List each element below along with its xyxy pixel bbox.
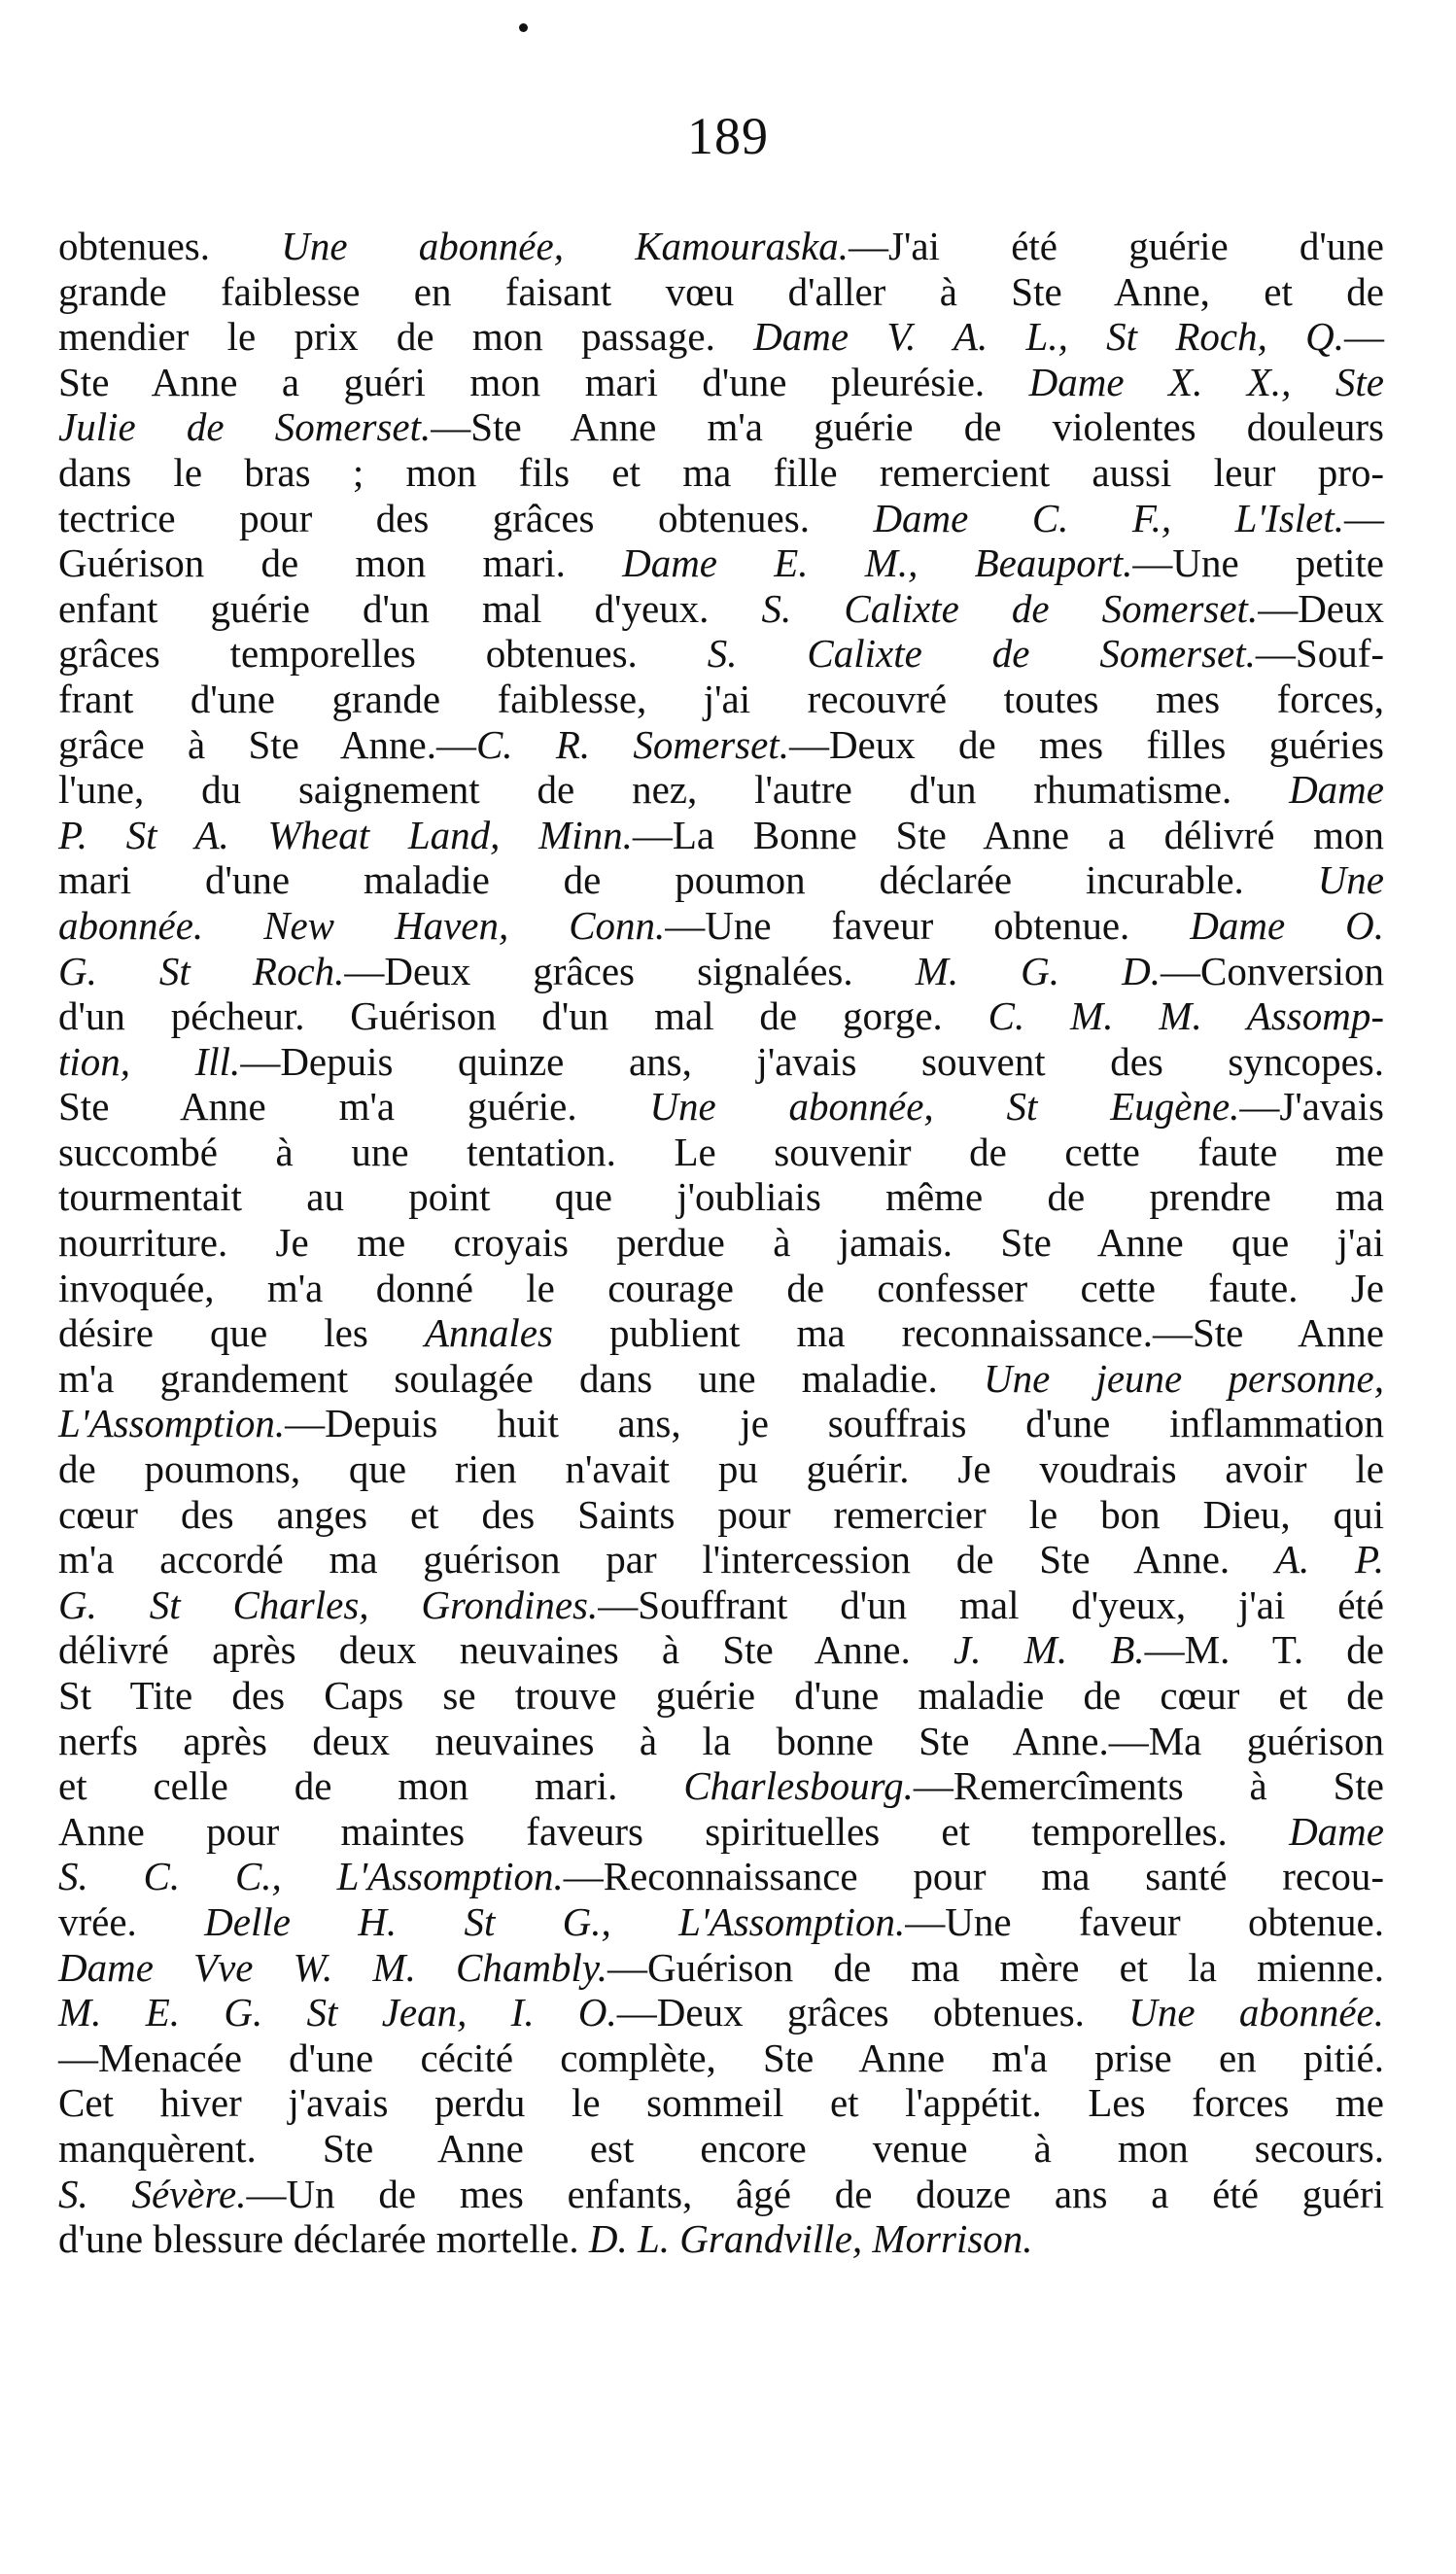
text-segment: obtenues. (58, 224, 282, 268)
text-segment: dans le bras ; mon fils et ma fille remercient aussi leur pro- (58, 449, 1384, 495)
text-line (58, 314, 1384, 360)
italic-reference: J. M. B. (953, 1627, 1145, 1673)
italic-reference: S. Sévère. (58, 2171, 247, 2216)
text-line (58, 1899, 1384, 1945)
text-line (58, 1945, 1384, 1991)
italic-reference: tion, Ill. (58, 1038, 241, 1084)
italic-reference: P. St A. Wheat Land, Minn. (58, 812, 633, 857)
italic-reference: M. G. D. (915, 948, 1161, 993)
italic-reference: C. M. M. Assomp- (988, 993, 1384, 1039)
italic-reference: G. St Roch. (58, 948, 345, 993)
text-line (58, 1627, 1384, 1673)
text-segment: Ste Anne a guéri mon mari d'une pleurésie. (58, 359, 1029, 404)
text-segment: invoquée, m'a donné le courage de confesser cette faute. Je (58, 1265, 1384, 1310)
text-line (58, 949, 1384, 994)
italic-reference: Une (1317, 857, 1384, 903)
italic-reference: Charlesbourg. (683, 1763, 914, 1809)
italic-reference: Dame X. X., Ste (1028, 359, 1384, 404)
italic-reference: A. P. (1274, 1537, 1384, 1583)
text-segment: —J'avais (1239, 1084, 1384, 1130)
italic-reference: S. Calixte de Somerset. (707, 631, 1256, 677)
text-line (58, 2126, 1384, 2172)
italic-reference: D. L. Grandville, Morrison. (588, 2216, 1033, 2262)
text-line (58, 450, 1384, 496)
text-segment: vrée. (58, 1898, 205, 1944)
text-line (58, 360, 1384, 405)
text-segment: —Une faveur obtenue. (905, 1898, 1384, 1944)
text-line (58, 1220, 1384, 1266)
italic-reference: S. Calixte de Somerset. (761, 585, 1259, 631)
text-segment: enfant guérie d'un mal d'yeux. (58, 585, 762, 631)
text-segment: —J'ai été guérie d'une (849, 224, 1384, 268)
text-segment: —Souf- (1255, 631, 1384, 677)
text-segment: —Ste Anne m'a guérie de violentes douleurs (431, 404, 1384, 450)
text-line (58, 2172, 1384, 2217)
italic-reference: Une jeune personne, (983, 1355, 1385, 1401)
italic-reference: Dame E. M., Beauport. (622, 540, 1133, 586)
text-line (58, 767, 1384, 813)
italic-reference: Annales (424, 1310, 553, 1356)
text-line (58, 1537, 1384, 1583)
text-line (58, 1492, 1384, 1538)
text-line (58, 2080, 1384, 2126)
italic-reference: Une abonnée, Kamouraska. (281, 224, 849, 268)
text-line (58, 1446, 1384, 1492)
text-segment: grâces temporelles obtenues. (58, 631, 708, 677)
text-line (58, 2216, 1384, 2262)
italic-reference: S. C. C., L'Assomption. (58, 1854, 564, 1899)
text-segment: succombé à une tentation. Le souvenir de cette faute me (58, 1129, 1384, 1174)
text-line (58, 1401, 1384, 1446)
text-line (58, 677, 1384, 722)
text-segment: —La Bonne Ste Anne a délivré mon (632, 812, 1384, 857)
text-line (58, 1583, 1384, 1628)
text-segment: mendier le prix de mon passage. (58, 314, 754, 360)
text-segment: —Remercîments à Ste (913, 1763, 1384, 1809)
text-line (58, 269, 1384, 315)
italic-reference: Julie de Somerset. (58, 404, 432, 450)
text-segment: mari d'une maladie de poumon déclarée incurable. (58, 857, 1318, 903)
text-line (58, 586, 1384, 632)
text-segment: l'une, du saignement de nez, l'autre d'un rhumatisme. (58, 767, 1290, 813)
text-segment: délivré après deux neuvaines à Ste Anne. (58, 1627, 953, 1673)
text-line (58, 903, 1384, 949)
text-line (58, 1130, 1384, 1175)
text-segment: m'a accordé ma guérison par l'intercession de Ste Anne. (58, 1537, 1275, 1583)
text-segment: —Guérison de ma mère et la mienne. (607, 1944, 1384, 1990)
text-segment: publient ma reconnaissance.—Ste Anne (552, 1310, 1384, 1356)
text-segment: et celle de mon mari. (58, 1763, 684, 1809)
text-segment: désire que les (58, 1310, 425, 1356)
text-segment: —Depuis quinze ans, j'avais souvent des syncopes. (240, 1038, 1384, 1084)
text-line (58, 993, 1384, 1039)
text-line (58, 1809, 1384, 1855)
text-segment: Anne pour maintes faveurs spirituelles et temporelles. (58, 1808, 1290, 1854)
text-line (58, 631, 1384, 677)
text-line (58, 722, 1384, 768)
text-segment: m'a grandement soulagée dans une maladie. (58, 1355, 984, 1401)
text-segment: tourmentait au point que j'oubliais même de prendre ma (58, 1174, 1384, 1220)
text-segment: Ste Anne m'a guérie. (58, 1084, 650, 1130)
text-segment: d'un pécheur. Guérison d'un mal de gorge. (58, 993, 988, 1039)
text-segment: St Tite des Caps se trouve guérie d'une maladie de cœur et de (58, 1673, 1384, 1718)
body-text (58, 224, 1384, 2262)
text-segment: grâce à Ste Anne.— (58, 721, 476, 767)
text-segment: nerfs après deux neuvaines à la bonne Ste Anne.—Ma guérison (58, 1718, 1384, 1763)
italic-reference: Une abonnée. (1128, 1990, 1384, 2035)
text-segment: Guérison de mon mari. (58, 540, 623, 586)
text-segment: tectrice pour des grâces obtenues. (58, 495, 874, 540)
text-segment: — (1344, 495, 1385, 540)
italic-reference: Delle H. St G., L'Assomption. (204, 1898, 906, 1944)
text-line (58, 813, 1384, 858)
italic-reference: abonnée. New Haven, Conn. (58, 902, 666, 948)
text-segment: —Deux grâces obtenues. (616, 1990, 1129, 2035)
text-line (58, 540, 1384, 586)
text-line (58, 1039, 1384, 1085)
text-segment: —Depuis huit ans, je souffrais d'une inflammation (285, 1401, 1384, 1446)
text-segment: d'une blessure déclarée mortelle. (58, 2216, 589, 2262)
ink-speck (519, 23, 528, 32)
text-segment: —Deux grâces signalées. (344, 948, 916, 993)
text-segment: Cet hiver j'avais perdu le sommeil et l'appétit. Les forces me (58, 2080, 1384, 2126)
text-segment: —Une petite (1132, 540, 1384, 586)
text-segment: —Souffrant d'un mal d'yeux, j'ai été (598, 1582, 1385, 1627)
text-line (58, 1854, 1384, 1899)
text-line (58, 1719, 1384, 1764)
italic-reference: Dame Vve W. M. Chambly. (58, 1944, 607, 1990)
text-segment: — (1344, 314, 1384, 360)
text-segment: —Un de mes enfants, âgé de douze ans a été guéri (246, 2171, 1384, 2216)
italic-reference: Dame O. (1190, 902, 1384, 948)
text-line (58, 1356, 1384, 1402)
text-segment: frant d'une grande faiblesse, j'ai recouvré toutes mes forces, (58, 676, 1384, 721)
text-line (58, 224, 1384, 269)
text-line (58, 1673, 1384, 1719)
text-segment: —Deux de mes filles guéries (788, 721, 1384, 767)
text-segment: —M. T. de (1144, 1627, 1385, 1673)
text-segment: —Menacée d'une cécité complète, Ste Anne m'a prise en pitié. (58, 2035, 1384, 2080)
text-segment: —Conversion (1160, 948, 1385, 993)
text-segment: nourriture. Je me croyais perdue à jamais. Ste Anne que j'ai (58, 1220, 1384, 1266)
italic-reference: C. R. Somerset. (475, 721, 789, 767)
text-line (58, 2035, 1384, 2081)
italic-reference: Dame C. F., L'Islet. (873, 495, 1345, 540)
text-line (58, 1310, 1384, 1356)
text-segment: —Deux (1258, 585, 1384, 631)
italic-reference: Dame (1289, 767, 1384, 813)
text-line (58, 857, 1384, 903)
text-segment: manquèrent. Ste Anne est encore venue à mon secours. (58, 2125, 1384, 2171)
text-segment: cœur des anges et des Saints pour remercier le bon Dieu, qui (58, 1491, 1384, 1537)
text-line (58, 1990, 1384, 2035)
text-line (58, 1174, 1384, 1220)
italic-reference: M. E. G. St Jean, I. O. (58, 1990, 617, 2035)
text-segment: grande faiblesse en faisant vœu d'aller à Ste Anne, et de (58, 268, 1384, 314)
italic-reference: Une abonnée, St Eugène. (649, 1084, 1240, 1130)
text-line (58, 496, 1384, 541)
text-segment: —Une faveur obtenue. (665, 902, 1191, 948)
text-line (58, 404, 1384, 450)
italic-reference: G. St Charles, Grondines. (58, 1582, 599, 1627)
text-line (58, 1266, 1384, 1311)
text-line (58, 1084, 1384, 1130)
italic-reference: Dame V. A. L., St Roch, Q. (753, 314, 1344, 360)
text-line (58, 1763, 1384, 1809)
page-number: 189 (687, 107, 769, 165)
italic-reference: Dame (1289, 1808, 1384, 1854)
italic-reference: L'Assomption. (58, 1401, 286, 1446)
text-segment: —Reconnaissance pour ma santé recou- (563, 1854, 1384, 1899)
text-segment: de poumons, que rien n'avait pu guérir. Je voudrais avoir le (58, 1446, 1384, 1492)
